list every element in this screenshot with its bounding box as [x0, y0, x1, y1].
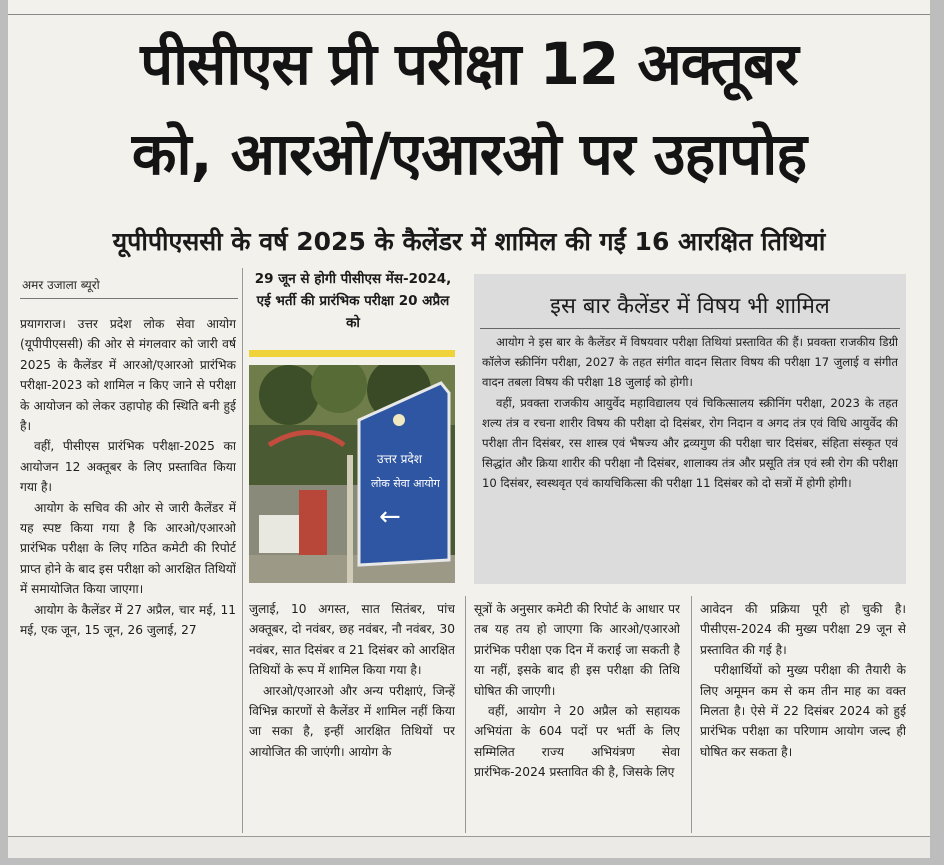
byline: अमर उजाला ब्यूरो — [22, 278, 100, 292]
column-divider — [691, 596, 692, 833]
byline-rule — [20, 298, 238, 299]
headline-line-2: को, आरओ/एआरओ पर उहापोह — [131, 120, 807, 188]
column-divider — [242, 268, 243, 833]
paragraph: आयोग ने इस बार के कैलेंडर में विषयवार परीक्षा तिथियां प्रस्तावित की हैं। प्रवक्ता राजकीय डिग्री कॉलेज स्क्रीनिंग परीक्षा, 2027 के तहत संगीत वादन सितार विषय की परीक्षा 17 जुलाई व संगीत वादन तबला विषय की परीक्षा 18 जुलाई को होगी। — [482, 335, 898, 390]
sidebar-title: इस बार कैलेंडर में विषय भी शामिल — [550, 294, 830, 319]
column-3 — [474, 599, 680, 835]
paragraph: आवेदन की प्रक्रिया पूरी हो चुकी है। पीसीएस-2024 की मुख्य परीक्षा 29 जून से प्रस्तावित की गई है। — [700, 602, 906, 657]
paragraph: परीक्षार्थियों को मुख्य परीक्षा की तैयारी के लिए अमूमन कम से कम तीन माह का वक्त मिलता है। ऐसे में 22 दिसंबर 2024 को हुई प्रारंभिक परीक्षा का परिणाम आयोग जल्द ही घोषित कर सकता है। — [700, 663, 906, 759]
next-article-edge — [8, 836, 930, 858]
column-2 — [249, 599, 455, 835]
paragraph: प्रयागराज। उत्तर प्रदेश लोक सेवा आयोग (यूपीपीएससी) की ओर से मंगलवार को जारी वर्ष 2025 के कैलेंडर में आरओ/एआरओ प्रारंभिक परीक्षा-2023 को शामिल न किए जाने से परीक्षा के आयोजन को लेकर उहापोह की स्थिति बनी हुई है। — [20, 317, 236, 434]
paragraph: वहीं, प्रवक्ता राजकीय आयुर्वेद महाविद्यालय एवं चिकित्सालय स्क्रीनिंग परीक्षा, 2023 के तहत शल्य तंत्र व रचना शारीर विषय की परीक्षा दो दिसंबर, रोग निदान व अगद तंत्र एवं विधि आयुर्वेद की परीक्षा तीन दिसंबर, रस शास्त्र एवं भैषज्य और द्रव्यगुण की परीक्षा चार दिसंबर, संहिता संस्कृत एवं सिद्धांत और क्रिया शारीर की परीक्षा नौ दिसंबर, शालाक्य तंत्र और प्रसूति तंत्र एवं स्त्री रोग की परीक्षा 10 दिसंबर, स्वस्थवृत एवं कायचिकित्सा की परीक्षा 11 दिसंबर को दो सत्रों में होगी होगी। — [482, 395, 898, 491]
newspaper-clipping — [8, 0, 930, 858]
paragraph: आयोग के सचिव की ओर से जारी कैलेंडर में यह स्पष्ट किया गया है कि आरओ/एआरओ प्रारंभिक परीक्षा के लिए गठित कमेटी की रिपोर्ट प्राप्त होने के बाद इस परीक्षा को आरक्षित तिथियों में समायोजित किया जाएगा। — [20, 500, 236, 597]
sidebar-body — [482, 332, 898, 580]
paragraph: जुलाई, 10 अगस्त, सात सितंबर, पांच अक्तूबर, दो नवंबर, छह नवंबर, नौ नवंबर, 30 नवंबर, सात दिसंबर व 21 दिसंबर को आरक्षित तिथियों के रूप में शामिल किया गया है। — [249, 602, 455, 678]
subheadline: यूपीपीएससी के वर्ष 2025 के कैलेंडर में शामिल की गईं 16 आरक्षित तिथियां — [112, 227, 826, 256]
paragraph: आरओ/एआरओ और अन्य परीक्षाएं, जिन्हें विभिन्न कारणों से कैलेंडर में शामिल नहीं किया जा सका है, इन्हीं आरक्षित तिथियों पर आयोजित की जाएंगी। आयोग के — [249, 683, 455, 759]
column-1 — [20, 314, 236, 834]
sign-line-1: उत्तर प्रदेश — [377, 452, 422, 466]
column-divider — [465, 596, 466, 833]
photo-illustration — [249, 365, 455, 583]
photo-caption: 29 जून से होगी पीसीएस मेंस-2024, एई भर्ती की प्रारंभिक परीक्षा 20 अप्रैल को — [254, 271, 452, 331]
paragraph: आयोग के कैलेंडर में 27 अप्रैल, चार मई, 11 मई, एक जून, 15 जून, 26 जुलाई, 27 — [20, 602, 236, 638]
sign-arrow: ← — [379, 502, 401, 532]
column-4 — [700, 599, 906, 835]
uppsc-signboard-photo — [249, 365, 455, 583]
sign-line-2: लोक सेवा आयोग — [371, 477, 440, 490]
caption-accent-bar — [249, 350, 455, 357]
paragraph: वहीं, आयोग ने 20 अप्रैल को सहायक अभियंता के 604 पदों पर भर्ती के लिए सम्मिलित राज्य अभियंत्रण सेवा प्रारंभिक-2024 प्रस्तावित की है, जिसके लिए — [474, 704, 680, 780]
headline-line-1: पीसीएस प्री परीक्षा 12 अक्तूबर — [140, 30, 798, 98]
sidebar-title-rule — [480, 328, 900, 329]
previous-article-edge — [8, 0, 930, 15]
sidebar-box — [474, 274, 906, 584]
paragraph: सूत्रों के अनुसार कमेटी की रिपोर्ट के आधार पर तब यह तय हो जाएगा कि आरओ/एआरओ प्रारंभिक परीक्षा एक दिन में कराई जा सकती है या नहीं, इसके बाद ही इस परीक्षा की तिथि घोषित की जाएगी। — [474, 602, 680, 698]
paragraph: वहीं, पीसीएस प्रारंभिक परीक्षा-2025 का आयोजन 12 अक्तूबर के लिए प्रस्तावित किया गया है। — [20, 439, 236, 495]
